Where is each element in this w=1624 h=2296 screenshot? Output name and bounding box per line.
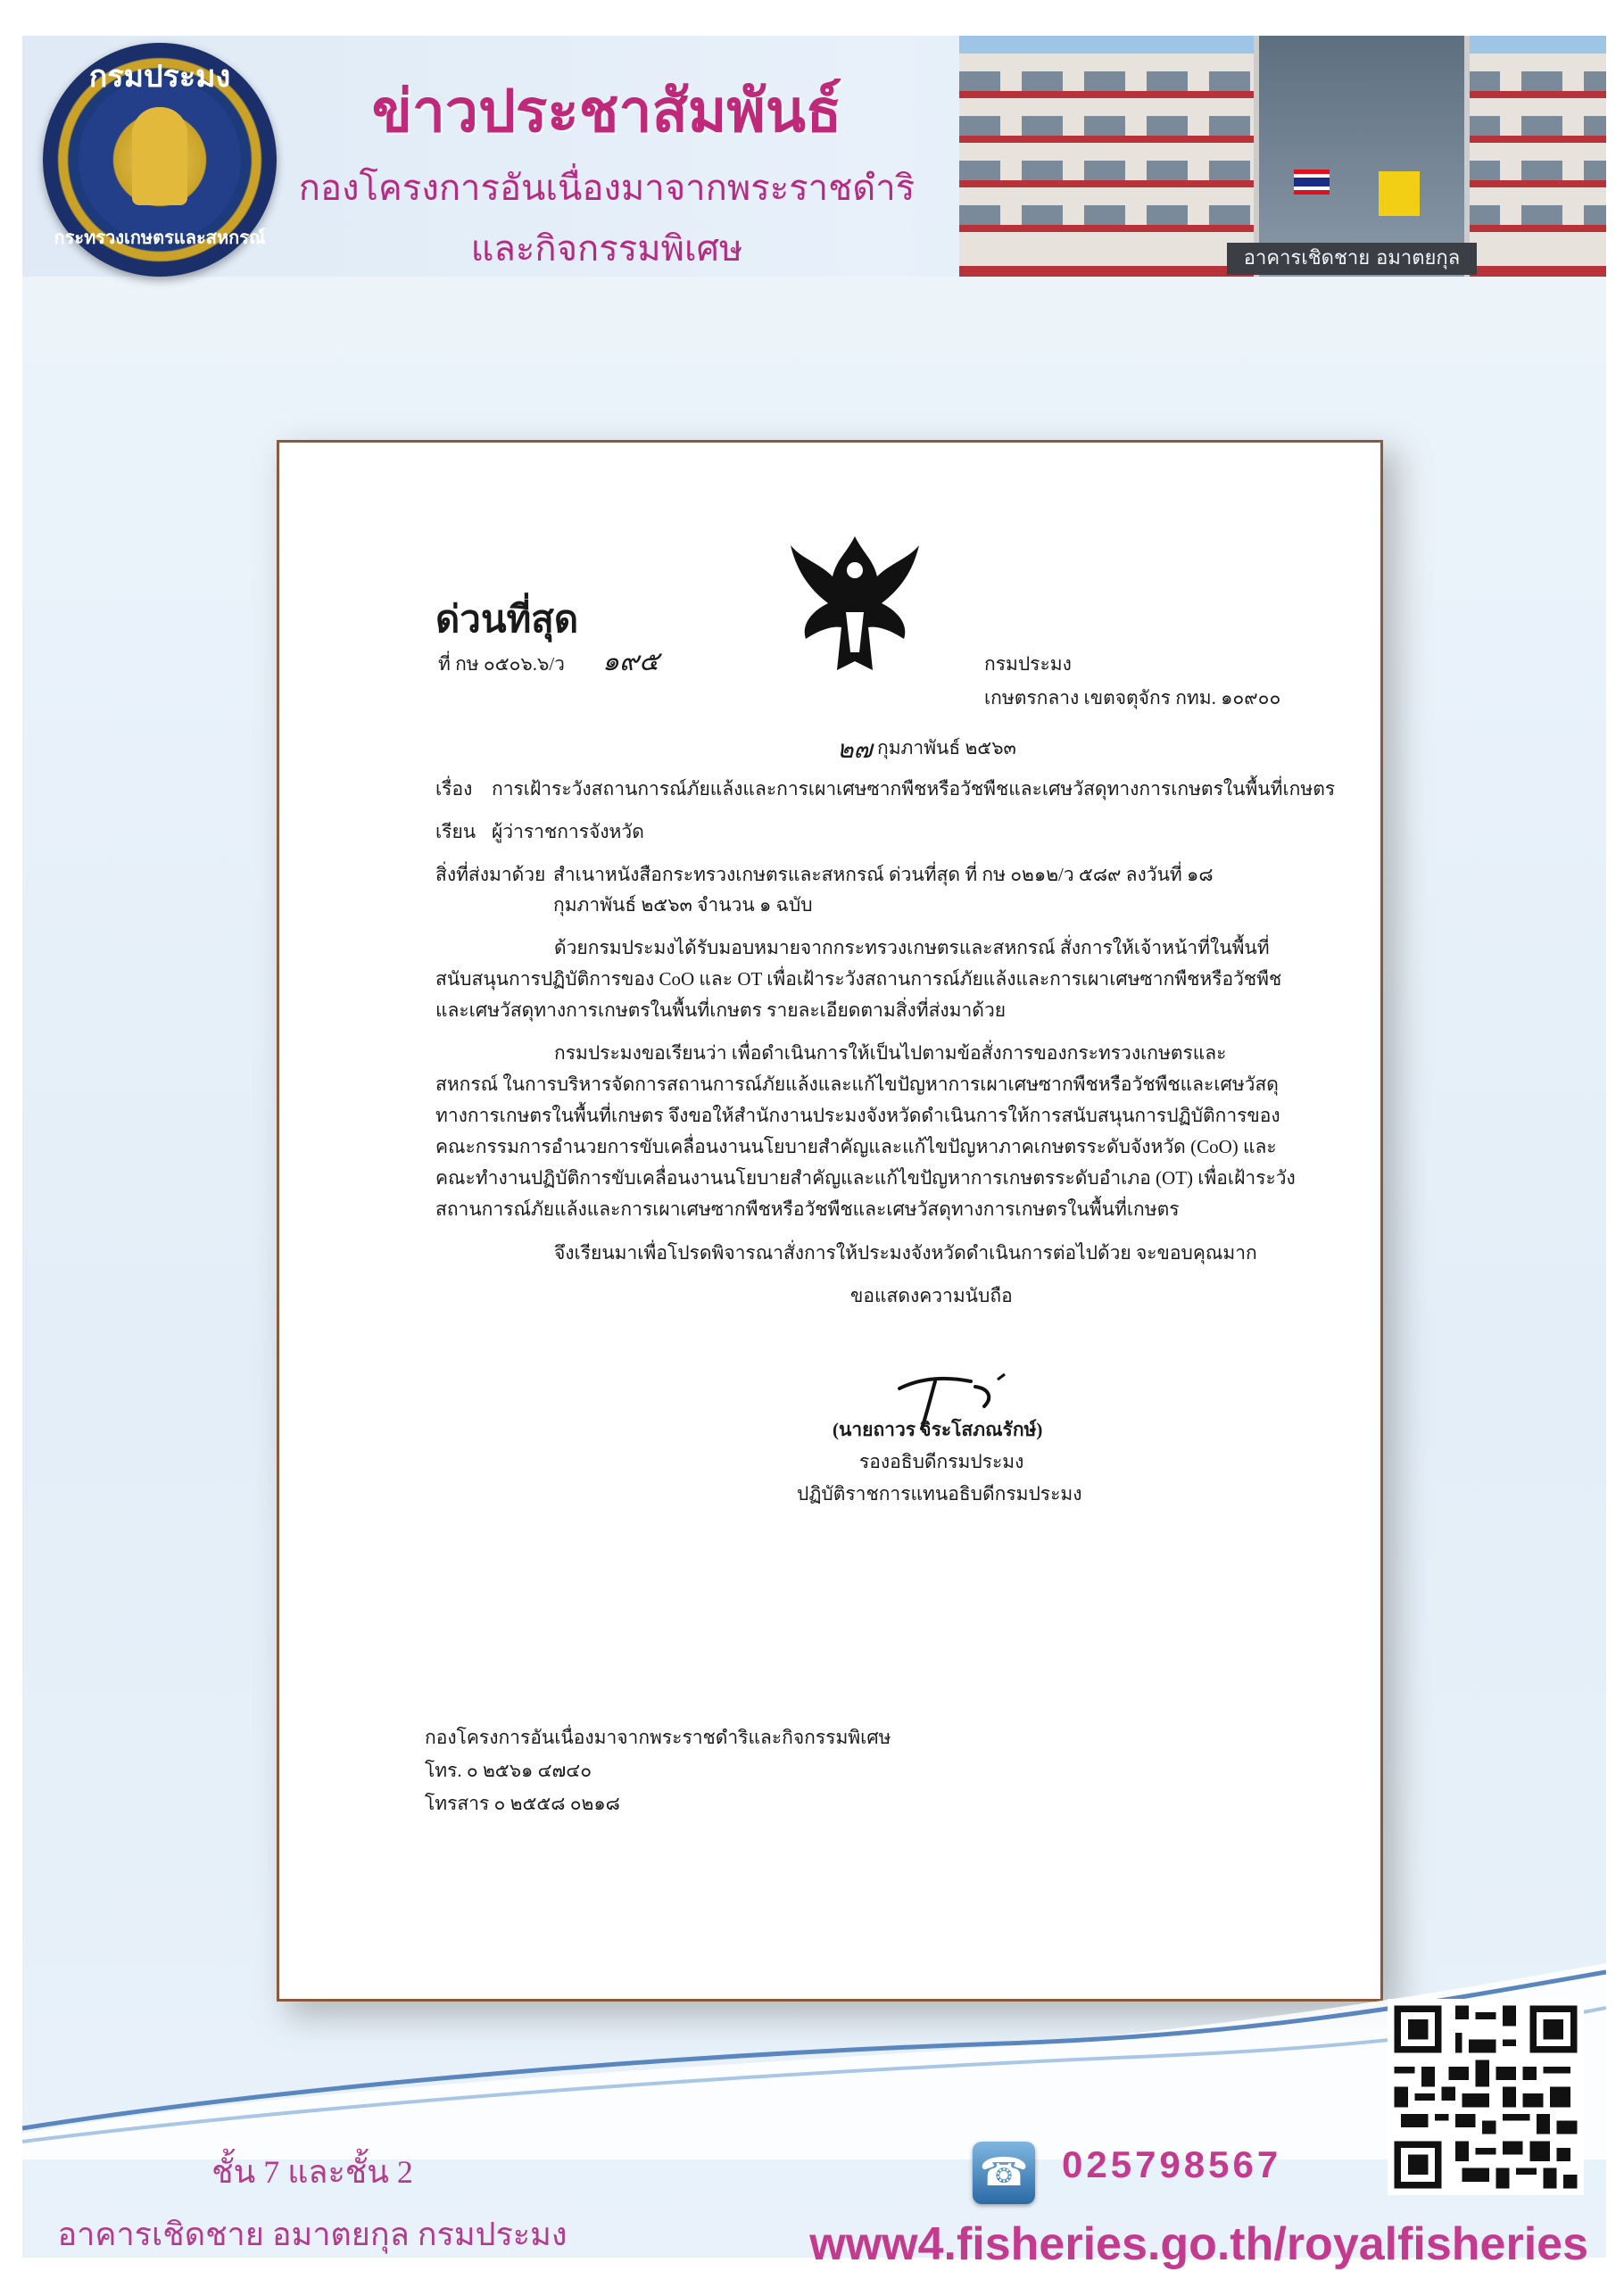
subject-label: เรื่อง (435, 778, 473, 800)
seal-bottom-text: กระทรวงเกษตรและสหกรณ์ (54, 227, 266, 248)
page-subtitle-line2: และกิจกรรมพิเศษ (470, 228, 743, 269)
paragraph2-line2: สหกรณ์ ในการบริหารจัดการสถานการณ์ภัยแล้งและแก้ไขปัญหาการเผาเศษซากพืชหรือวัชพืชและเศษวัสดุ (435, 1073, 1279, 1095)
building-tower (1254, 36, 1470, 277)
urgency-label: ด่วนที่สุด (435, 598, 579, 640)
building-photo (959, 36, 1606, 277)
paragraph3: จึงเรียนมาเพื่อโปรดพิจารณาสั่งการให้ประมงจังหวัดดำเนินการต่อไปด้วย จะขอบคุณมาก (554, 1242, 1257, 1264)
closing: ขอแสดงความนับถือ (850, 1285, 1013, 1306)
telephone-icon[interactable]: ☎ (973, 2142, 1035, 2204)
signer-name: (นายถาวร จิระโสภณรักษ์) (833, 1419, 1043, 1440)
footer-org: กองโครงการอันเนื่องมาจากพระราชดำริและกิจกรรมพิเศษ (425, 1727, 891, 1748)
recipient-text: ผู้ว่าราชการจังหวัด (492, 821, 644, 842)
sender-address: เกษตรกลาง เขตจตุจักร กทม. ๑๐๙๐๐ (984, 687, 1281, 709)
footer-building: อาคารเชิดชาย อมาตยกุล กรมประมง (57, 2217, 568, 2252)
footer-website-link[interactable]: www4.fisheries.go.th/royalfisheries (809, 2218, 1588, 2270)
recipient-label: เรียน (435, 821, 476, 842)
letter-document (277, 440, 1383, 2002)
paragraph2-line5: คณะทำงานปฏิบัติการขับเคลื่อนงานนโยบายสำคัญและแก้ไขปัญหาการเกษตรระดับอำเภอ (OT) เพื่อเฝ้าระวัง (435, 1167, 1296, 1189)
footer-tel: โทร. ๐ ๒๕๖๑ ๔๗๔๐ (425, 1760, 592, 1781)
garuda-emblem-icon (783, 527, 926, 684)
page-subtitle-line1: กองโครงการอันเนื่องมาจากพระราชดำริ (298, 168, 916, 209)
date-handwritten: ๒๗ (837, 734, 873, 764)
reference-number: ที่ กษ ๐๕๐๖.๖/ว (438, 653, 565, 675)
seal-deity-figure-icon (132, 107, 187, 205)
paragraph2-line3: ทางการเกษตรในพื้นที่เกษตร จึงขอให้สำนักงานประมงจังหวัดดำเนินการให้การสนับสนุนการปฏิบัติการของ (435, 1105, 1280, 1126)
footer-phone[interactable]: 025798567 (1062, 2143, 1282, 2185)
paragraph2-line4: คณะกรรมการอำนวยการขับเคลื่อนงานนโยบายสำคัญและแก้ไขปัญหาภาคเกษตรระดับจังหวัด (CoO) และ (435, 1136, 1277, 1157)
footer-wave-decoration (22, 1945, 1606, 2159)
paragraph2-line6: สถานการณ์ภัยแล้งและการเผาเศษซากพืชหรือวัชพืชและเศษวัสดุทางการเกษตรในพื้นที่เกษตร (435, 1198, 1180, 1220)
paragraph1-line1: ด้วยกรมประมงได้รับมอบหมายจากกระทรวงเกษตรและสหกรณ์ สั่งการให้เจ้าหน้าที่ในพื้นที่ (554, 937, 1270, 958)
thai-flag-icon (1294, 170, 1330, 195)
date-printed: กุมภาพันธ์ ๒๕๖๓ (877, 737, 1016, 758)
paragraph1-line2: สนับสนุนการปฏิบัติการของ CoO และ OT เพื่อเฝ้าระวังสถานการณ์ภัยแล้งและการเผาเศษซากพืชหรือวัชพืช (435, 968, 1282, 990)
royal-flag-icon (1379, 171, 1420, 216)
footer-fax: โทรสาร ๐ ๒๕๕๘ ๐๒๑๘ (425, 1793, 620, 1814)
paragraph2-line1: กรมประมงขอเรียนว่า เพื่อดำเนินการให้เป็นไปตามข้อสั่งการของกระทรวงเกษตรและ (554, 1042, 1227, 1064)
subject-text: การเฝ้าระวังสถานการณ์ภัยแล้งและการเผาเศษซากพืชหรือวัชพืชและเศษวัสดุทางการเกษตรในพื้นที่เกษตร (492, 778, 1336, 800)
page-title: ข่าวประชาสัมพันธ์ (371, 77, 842, 145)
enclosure-line2: กุมภาพันธ์ ๒๕๖๓ จำนวน ๑ ฉบับ (553, 894, 813, 916)
reference-number-handwritten: ๑๙๕ (602, 646, 659, 677)
footer-floor: ชั้น 7 และชั้น 2 (211, 2154, 413, 2190)
sender-org: กรมประมง (984, 653, 1072, 675)
enclosure-line1: สำเนาหนังสือกระทรวงเกษตรและสหกรณ์ ด่วนที่สุด ที่ กษ ๐๒๑๒/ว ๕๘๙ ลงวันที่ ๑๘ (553, 864, 1214, 885)
building-sign: อาคารเชิดชาย อมาตยกุล (1227, 243, 1477, 275)
qr-code-icon[interactable] (1388, 1999, 1584, 2195)
enclosure-label: สิ่งที่ส่งมาด้วย (435, 864, 546, 885)
signer-acting: ปฏิบัติราชการแทนอธิบดีกรมประมง (797, 1483, 1082, 1504)
signer-title: รองอธิบดีกรมประมง (859, 1451, 1024, 1472)
paragraph1-line3: และเศษวัสดุทางการเกษตรในพื้นที่เกษตร รายละเอียดตามสิ่งที่ส่งมาด้วย (435, 999, 1007, 1021)
seal-top-text: กรมประมง (88, 59, 231, 95)
